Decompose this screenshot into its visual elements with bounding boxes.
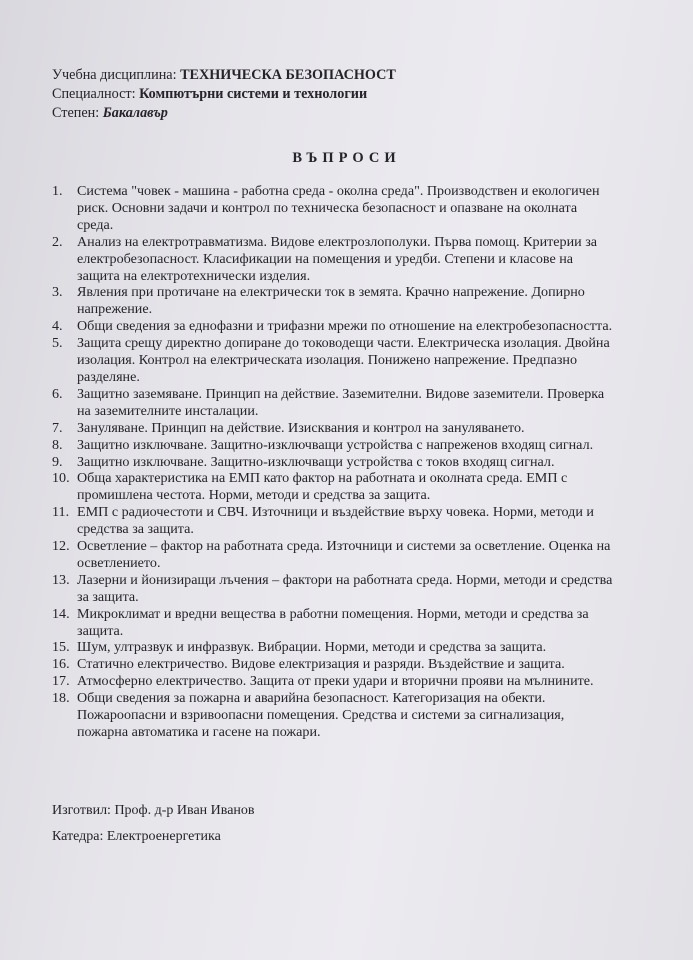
question-text-line: електробезопасност. Класификации на помещения и уредби. Степени и класове на — [77, 250, 574, 267]
question-item — [52, 470, 652, 504]
question-text-line: пожарна автоматика и гасене на пожари. — [77, 724, 321, 740]
question-text-line: Обща характеристика на ЕМП като фактор на работната и околната среда. ЕМП с — [77, 470, 568, 487]
question-item — [52, 639, 652, 656]
discipline-value: ТЕХНИЧЕСКА БЕЗОПАСНОСТ — [180, 67, 396, 83]
question-text-line: напрежение. — [77, 301, 153, 318]
specialty-line — [52, 85, 396, 104]
question-text-line: Общи сведения за пожарна и аварийна безопасност. Категоризация на обекти. — [77, 690, 546, 707]
question-item — [52, 437, 652, 454]
question-item — [52, 606, 652, 640]
degree-value: Бакалавър — [102, 105, 168, 121]
question-text-line: Лазерни и йонизиращи лъчения – фактори на работната среда. Норми, методи и средства — [77, 571, 613, 588]
department: Катедра: Електроенергетика — [52, 829, 221, 844]
question-number: 17. — [52, 673, 70, 690]
question-text-line: на заземителните инсталации. — [77, 402, 259, 419]
question-text-line: Атмосферно електричество. Защита от преки удари и вторични прояви на мълнините. — [77, 673, 594, 690]
prepared-by: Изготвил: Проф. д-р Иван Иванов — [52, 803, 255, 818]
question-text-line: Система "човек - машина - работна среда - околна среда". Производствен и екологичен — [77, 183, 600, 199]
question-text-line: Осветление – фактор на работната среда. Източници и системи за осветление. Оценка на — [77, 538, 611, 555]
question-item — [52, 335, 652, 386]
question-number: 12. — [52, 538, 70, 555]
question-item — [52, 284, 652, 318]
question-text-line: изолация. Контрол на електрическата изолация. Понижено напрежение. Предпазно — [77, 352, 577, 369]
question-text-line: Зануляване. Принцип на действие. Изисквания и контрол на зануляването. — [77, 419, 525, 436]
question-item — [52, 538, 652, 572]
question-item — [52, 318, 652, 335]
degree-label: Степен: — [52, 105, 100, 121]
question-number: 8. — [52, 436, 63, 453]
question-item — [52, 183, 652, 234]
question-number: 6. — [52, 385, 63, 402]
discipline-label: Учебна дисциплина: — [52, 67, 177, 83]
question-number: 16. — [52, 656, 70, 673]
question-text-line: Общи сведения за еднофазни и трифазни мрежи по отношение на електробезопасността. — [77, 318, 613, 335]
question-text-line: среда. — [77, 216, 114, 233]
question-text-line: Защитно заземяване. Принцип на действие. Заземителни. Видове заземители. Проверка — [77, 385, 605, 402]
question-item — [52, 420, 652, 437]
question-text-line: ЕМП с радиочестоти и СВЧ. Източници и въздействие върху човека. Норми, методи и — [77, 504, 594, 521]
question-number: 2. — [52, 233, 63, 250]
question-item — [52, 234, 652, 285]
question-number: 13. — [52, 571, 70, 588]
question-text-line: средства за защита. — [77, 521, 194, 538]
question-number: 15. — [52, 639, 70, 656]
page-title: ВЪПРОСИ — [292, 150, 401, 166]
question-text-line: защита на електротехнически изделия. — [77, 267, 311, 284]
question-text-line: защита. — [77, 622, 124, 639]
question-item — [52, 673, 652, 690]
question-number: 3. — [52, 284, 63, 301]
question-number: 5. — [52, 335, 63, 352]
question-text-line: Защитно изключване. Защитно-изключващи устройства с токов входящ сигнал. — [77, 453, 555, 470]
question-number: 7. — [52, 419, 63, 436]
question-number: 11. — [52, 504, 70, 521]
question-item — [52, 386, 652, 420]
question-text-line: Анализ на електротравматизма. Видове електрозлополуки. Първа помощ. Критерии за — [77, 233, 598, 250]
specialty-label: Специалност: — [52, 86, 136, 102]
question-number: 1. — [52, 183, 63, 199]
question-number: 9. — [52, 453, 63, 470]
question-item — [52, 504, 652, 538]
question-text-line: Явления при протичане на електрически ток в земята. Крачно напрежение. Допирно — [77, 284, 585, 301]
question-text-line: осветлението. — [77, 554, 161, 571]
question-text-line: Шум, ултразвук и инфразвук. Вибрации. Норми, методи и средства за защита. — [77, 639, 547, 656]
question-text-line: за защита. — [77, 588, 139, 605]
specialty-value: Компютърни системи и технологии — [139, 86, 368, 102]
discipline-line — [52, 66, 396, 85]
question-number: 18. — [52, 690, 70, 707]
question-item — [52, 572, 652, 606]
question-number: 4. — [52, 318, 63, 335]
document-header — [52, 66, 396, 123]
question-number: 14. — [52, 605, 70, 622]
question-text-line: промишлена честота. Норми, методи и средства за защита. — [77, 487, 431, 504]
question-text-line: Защитно изключване. Защитно-изключващи устройства с напреженов входящ сигнал. — [77, 436, 594, 453]
question-text-line: Статично електричество. Видове електризация и разряди. Въздействие и защита. — [77, 656, 565, 673]
question-item — [52, 690, 652, 741]
question-number: 10. — [52, 470, 70, 487]
question-text-line: Микроклимат и вредни вещества в работни помещения. Норми, методи и средства за — [77, 605, 589, 622]
question-text-line: риск. Основни задачи и контрол по техническа безопасност и опазване на околната — [77, 199, 578, 216]
questions-list — [52, 183, 652, 741]
question-text-line: Пожароопасни и взривоопасни помещения. Средства и системи за сигнализация, — [77, 707, 565, 724]
question-text-line: Защита срещу директно допиране до тоководещи части. Електрическа изолация. Двойна — [77, 335, 610, 352]
question-item — [52, 656, 652, 673]
degree-line — [52, 104, 396, 123]
question-text-line: разделяне. — [77, 368, 140, 385]
question-item — [52, 454, 652, 471]
